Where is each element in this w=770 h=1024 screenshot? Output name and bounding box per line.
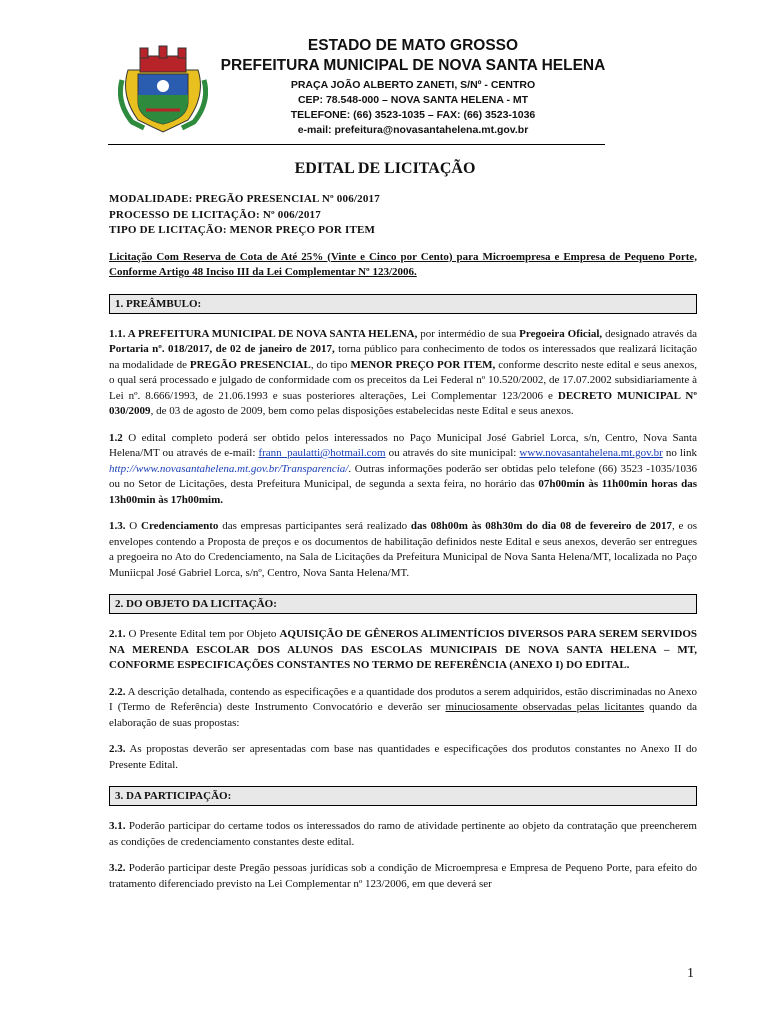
- paragraph-2-1: 2.1. O Presente Edital tem por Objeto AQUISIÇÃO DE GÊNEROS ALIMENTÍCIOS DIVERSOS PARA SEREM SERVIDOS NA MERENDA ESCOLAR DOS ALUNOS DAS ESCOLAS MUNICIPAIS DE NOVA SANTA HELENA – MT, CONFORME ESPECIFICAÇÕES CONSTANTES NO TERMO DE REFERÊNCIA (ANEXO I) DO EDITAL.: [109, 628, 697, 671]
- email: e-mail: prefeitura@novasantahelena.mt.gov.br: [297, 124, 529, 136]
- state-name: ESTADO DE MATO GROSSO: [307, 37, 519, 54]
- letterhead-text: [213, 36, 613, 138]
- site-link[interactable]: www.novasantahelena.mt.gov.br: [519, 447, 663, 459]
- tipo: TIPO DE LICITAÇÃO: MENOR PREÇO POR ITEM: [109, 224, 376, 236]
- prefeitura-name: PREFEITURA MUNICIPAL DE NOVA SANTA HELENA: [220, 57, 606, 74]
- section-header-participacao: 3. DA PARTICIPAÇÃO:: [109, 786, 697, 806]
- cep: CEP: 78.548-000 – NOVA SANTA HELENA - MT: [297, 94, 529, 106]
- processo: PROCESSO DE LICITAÇÃO: Nº 006/2017: [109, 208, 321, 221]
- email-link[interactable]: frann_paulatti@hotmail.com: [258, 447, 386, 459]
- paragraph-3-2: 3.2. Poderão participar deste Pregão pessoas jurídicas sob a condição de Microempresa e Empresa de Pequeno Porte, para efeito do tratamento diferenciado previsto na Lei Complementar nº 123/2006, em que deverá ser: [109, 862, 697, 890]
- paragraph-1-1: 1.1. A PREFEITURA MUNICIPAL DE NOVA SANTA HELENA, por intermédio de sua Pregoeira Oficial, designado através da Portaria nº. 018/2017, de 02 de janeiro de 2017, torna público para conhecimento de todos os interessados que realizará licitação na modalidade de PREGÃO PRESENCIAL, do tipo MENOR PREÇO POR ITEM, conforme descrito neste edital e seus anexos, o qual será processado e julgado de conformidade com os preceitos da Lei Federal nº 10.520/2002, de 17.07.2002 subsidiariamente à Lei nº. 8.666/1993, de 21.06.1993 e suas posteriores alterações, Lei Complementar 123/2006 e DECRETO MUNICIPAL Nº 030/2009, de 03 de agosto de 2009, bem como pelas disposições estabelecidas neste Edital e seus anexos.: [109, 327, 697, 417]
- document-title: EDITAL DE LICITAÇÃO: [294, 160, 476, 177]
- section-header-objeto: 2. DO OBJETO DA LICITAÇÃO:: [109, 594, 697, 614]
- paragraph-2-2: 2.2. A descrição detalhada, contendo as especificações e a quantidade dos produtos a serem adquiridos, estão discriminadas no Anexo I (Termo de Referência) deste Instrumento Convocatório e deverão ser minuciosamente observadas pelas licitantes quando da elaboração de suas propostas:: [109, 685, 698, 729]
- header-divider: [108, 144, 605, 145]
- page-number: 1: [687, 966, 694, 981]
- section-header-preambulo: 1. PREÂMBULO:: [109, 294, 697, 314]
- transparencia-link[interactable]: http://www.novasantahelena.mt.gov.br/Transparencia/: [109, 462, 349, 475]
- licitacao-note: Licitação Com Reserva de Cota de Até 25% (Vinte e Cinco por Cento) para Microempresa e Empresa de Pequeno Porte, Conforme Artigo 48 Inciso III da Lei Complementar Nº 123/2006.: [109, 250, 697, 278]
- document-body: [109, 192, 697, 892]
- modalidade: MODALIDADE: PREGÃO PRESENCIAL Nº 006/2017: [109, 193, 380, 205]
- letterhead: [108, 36, 608, 144]
- municipal-crest-icon: [118, 40, 208, 135]
- meta-block: [109, 192, 697, 239]
- address: PRAÇA JOÃO ALBERTO ZANETI, S/Nº - CENTRO: [290, 79, 536, 91]
- phone: TELEFONE: (66) 3523-1035 – FAX: (66) 3523-1036: [290, 109, 536, 121]
- paragraph-1-2: 1.2 O edital completo poderá ser obtido pelos interessados no Paço Municipal José Gabriel Lorca, s/n, Centro, Nova Santa Helena/MT ou através de e-mail: frann_paulatti@hotmail.com ou através do site municipal: www.novasantahelena.mt.gov.br no link http://www.novasantahelena.mt.gov.br/Transparencia/. Outras informações poderão ser obtidas pelo telefone (66) 3523 -1035/1036 ou no Setor de Licitações, desta Prefeitura Municipal, de segunda a sexta feira, no horário das 07h00min às 11h00min horas das 13h00min às 17h00mim.: [109, 431, 698, 506]
- paragraph-1-3: 1.3. O Credenciamento das empresas participantes será realizado das 08h00m às 08h30m do dia 08 de fevereiro de 2017, e os envelopes contendo a Proposta de preços e os documentos de habilitação definidos neste Edital e seus anexos, deverão ser entregues a pregoeira no Ato do Credenciamento, na Sala de Licitações da Prefeitura Municipal de Nova Santa Helena/MT, localizada no Paço Muniicpal José Gabriel Lorca, s/nº, Centro, Nova Santa Helena/MT.: [109, 520, 697, 579]
- paragraph-3-1: 3.1. Poderão participar do certame todos os interessados do ramo de atividade pertinente ao objeto da contratação que preencherem as condições de credenciamento constantes deste edital.: [109, 820, 697, 848]
- paragraph-2-3: 2.3. As propostas deverão ser apresentadas com base nas quantidades e especificações dos produtos constantes no Anexo II do Presente Edital.: [109, 743, 697, 771]
